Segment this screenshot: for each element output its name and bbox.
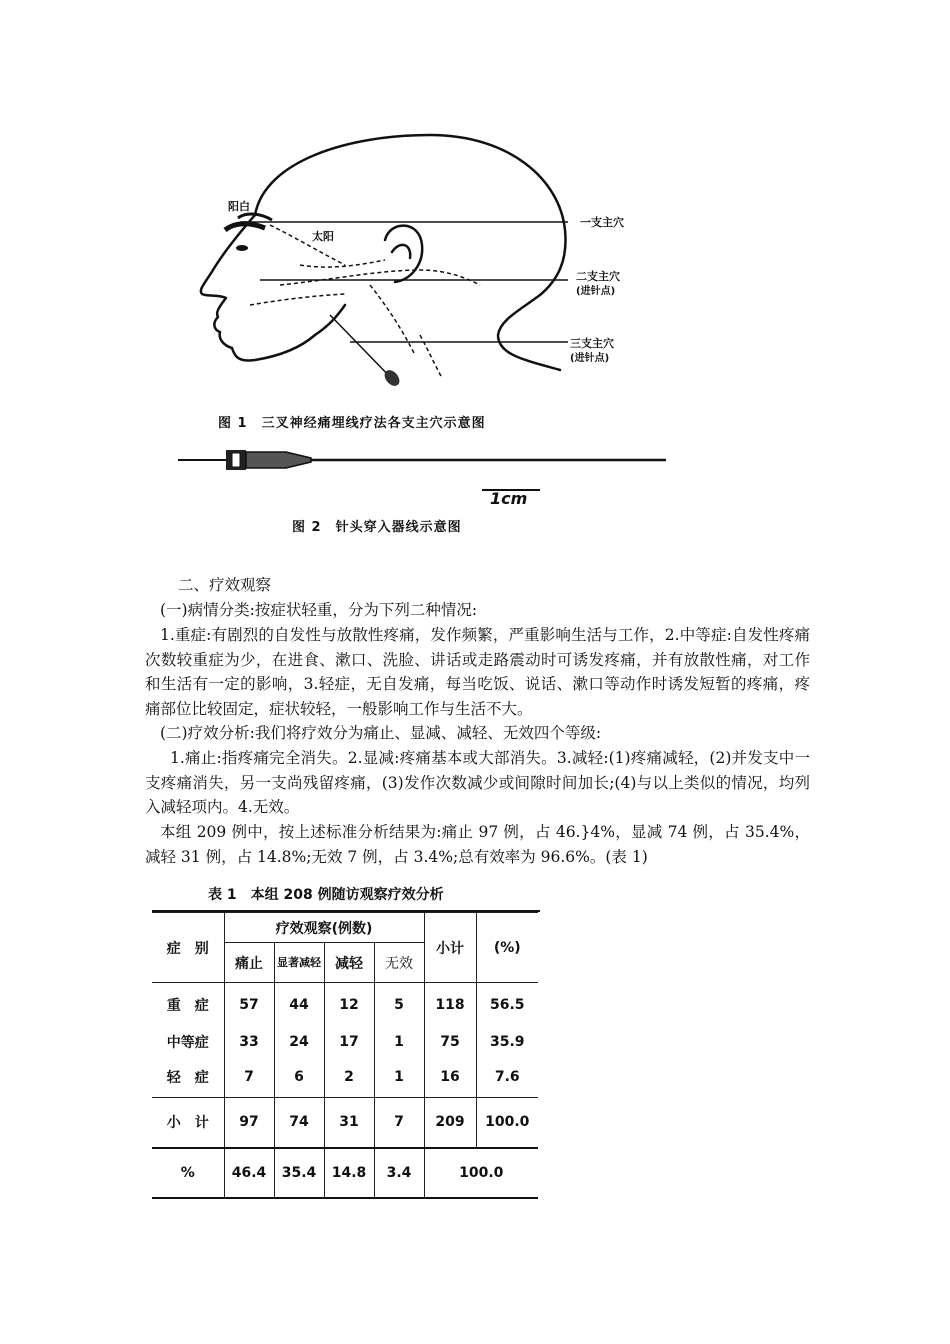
scale-label: 1cm [490, 489, 528, 508]
label-branch3: 三支主穴 [570, 337, 614, 350]
section-heading: 二、疗效观察 [178, 576, 272, 594]
cell: 3.4 [374, 1148, 424, 1198]
head-diagram [180, 120, 700, 440]
cell: 1 [374, 1027, 424, 1058]
cell-total: 118 [424, 983, 476, 1027]
header-col-relief: 减轻 [324, 943, 374, 983]
cell: 35.4 [274, 1148, 324, 1198]
row-label: 中等症 [152, 1027, 224, 1058]
cell: 1 [374, 1058, 424, 1098]
cell: 74 [274, 1098, 324, 1148]
table-row [152, 1058, 538, 1098]
cell: 97 [224, 1098, 274, 1148]
cell: 44 [274, 983, 324, 1027]
paragraph-classification: (一)病情分类:按症状轻重，分为下列二种情况: [160, 601, 478, 619]
cell-percent: 56.5 [476, 983, 538, 1027]
cell-total: 16 [424, 1058, 476, 1098]
cell: 7 [374, 1098, 424, 1148]
cell: 14.8 [324, 1148, 374, 1198]
efficacy-table [152, 912, 538, 1199]
cell: 46.4 [224, 1148, 274, 1198]
row-label: 重 症 [152, 983, 224, 1027]
figure-1 [180, 120, 700, 440]
header-group: 疗效观察(例数) [224, 913, 424, 943]
cell: 33 [224, 1027, 274, 1058]
table-row [152, 1027, 538, 1058]
label-yangbai: 阳白 [228, 200, 250, 213]
row-label: % [152, 1148, 224, 1198]
paragraph-efficacy-definitions: 1.痛止:指疼痛完全消失。2.显减:疼痛基本或大部消失。3.减轻:(1)疼痛减轻，(2)并发支中一支疼痛消失，另一支尚残留疼痛，(3)发作次数减少或间隙时间加长;(4)与以上类似的情况，均列入减轻项内。4.无效。 [145, 749, 810, 816]
row-label: 轻 症 [152, 1058, 224, 1098]
cell-percent: 7.6 [476, 1058, 538, 1098]
cell: 2 [324, 1058, 374, 1098]
cell: 57 [224, 983, 274, 1027]
label-branch3-note: (进针点) [570, 353, 610, 364]
cell: 12 [324, 983, 374, 1027]
cell-percent: 35.9 [476, 1027, 538, 1058]
cell: 24 [274, 1027, 324, 1058]
table-row-percent [152, 1148, 538, 1198]
table-title: 表 1 本组 208 例随访观察疗效分析 [208, 887, 444, 903]
figure-2-caption: 图 2 针头穿入器线示意图 [292, 520, 462, 535]
label-branch2: 二支主穴 [576, 270, 620, 283]
row-label: 小 计 [152, 1098, 224, 1148]
paragraph-severity: 1.重症:有剧烈的自发性与放散性疼痛，发作频繁，严重影响生活与工作，2.中等症:自发性疼痛次数较重症为少，在进食、漱口、洗脸、讲话或走路震动时可诱发疼痛，并有放散性痛，对工作和生活有一定的影响，3.轻症，无自发痛，每当吃饭、说话、漱口等动作时诱发短暂的疼痛，疼痛部位比较固定，症状较轻，一般影响工作与生活不大。 [145, 626, 810, 718]
header-col-no-effect: 无效 [374, 943, 424, 983]
label-branch2-note: (进针点) [576, 286, 616, 297]
paragraph-efficacy-levels: (二)疗效分析:我们将疗效分为痛止、显减、减轻、无效四个等级: [160, 724, 602, 742]
cell-total: 209 [424, 1098, 476, 1148]
label-branch1: 一支主穴 [580, 216, 624, 229]
cell-total: 75 [424, 1027, 476, 1058]
table-top-rule [152, 910, 540, 912]
cell: 31 [324, 1098, 374, 1148]
cell: 17 [324, 1027, 374, 1058]
header-col-marked-relief: 显著减轻 [274, 943, 324, 983]
table-row-subtotal [152, 1098, 538, 1148]
header-col-pain-stop: 痛止 [224, 943, 274, 983]
cell: 7 [224, 1058, 274, 1098]
cell-total: 100.0 [424, 1148, 538, 1198]
header-percent: (%) [476, 913, 538, 983]
needle-diagram [176, 440, 671, 480]
paragraph-results: 本组 209 例中，按上述标准分析结果为:痛止 97 例，占 46.}4%，显减 74 例，占 35.4%，减轻 31 例，占 14.8%;无效 7 例，占 3.4%;总有效率为 96.6%。(表 1) [145, 823, 810, 866]
header-subtotal: 小计 [424, 913, 476, 983]
figure-1-caption: 图 1 三叉神经痛埋线疗法各支主穴示意图 [218, 416, 486, 431]
cell: 6 [274, 1058, 324, 1098]
label-taiyang: 太阳 [312, 230, 334, 243]
header-category: 症 别 [152, 913, 224, 983]
cell: 5 [374, 983, 424, 1027]
cell-percent: 100.0 [476, 1098, 538, 1148]
table-row [152, 983, 538, 1027]
